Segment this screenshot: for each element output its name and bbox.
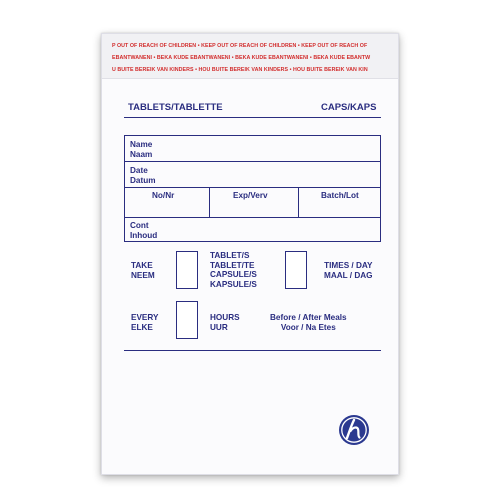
form-divider (125, 217, 380, 218)
name-label: Name Naam (130, 140, 153, 159)
contents-label: Cont Inhoud (130, 221, 158, 240)
dosage-underline (124, 350, 381, 351)
times-box (285, 251, 307, 289)
header-underline (124, 117, 381, 118)
warning-line-english: P OUT OF REACH OF CHILDREN • KEEP OUT OF REACH OF CHILDREN • KEEP OUT OF REACH OF (112, 43, 368, 49)
form-divider (125, 187, 380, 188)
seal-strip (102, 34, 398, 79)
hours-label: HOURS UUR (210, 313, 240, 332)
form-divider (209, 187, 210, 217)
number-label: No/Nr (152, 191, 175, 200)
take-label: TAKE NEEM (131, 261, 155, 280)
unit-labels: TABLET/S TABLET/TE CAPSULE/S KAPSULE/S (210, 251, 257, 289)
meals-label: Before / After Meals Voor / Na Etes (270, 313, 347, 332)
warning-line-afrikaans: U BUITE BEREIK VAN KINDERS • HOU BUITE BEREIK VAN KINDERS • HOU BUITE BEREIK VAN KIN (112, 67, 368, 73)
quantity-box (176, 251, 198, 289)
warning-line-zulu: EBANTWANENI • BEKA KUDE EBANTWANENI • BEKA KUDE EBANTWANENI • BEKA KUDE EBANTW (112, 55, 371, 61)
pharmacy-logo-icon (338, 414, 370, 446)
expiry-label: Exp/Verv (233, 191, 268, 200)
hours-box (176, 301, 198, 339)
patient-details-form (124, 135, 381, 242)
caps-heading: CAPS/KAPS (321, 102, 377, 113)
medicine-envelope (101, 33, 399, 475)
times-per-day-label: TIMES / DAY MAAL / DAG (324, 261, 373, 280)
every-label: EVERY ELKE (131, 313, 159, 332)
form-divider (298, 187, 299, 217)
date-label: Date Datum (130, 166, 156, 185)
tablets-heading: TABLETS/TABLETTE (128, 102, 223, 113)
batch-label: Batch/Lot (321, 191, 359, 200)
form-divider (125, 161, 380, 162)
